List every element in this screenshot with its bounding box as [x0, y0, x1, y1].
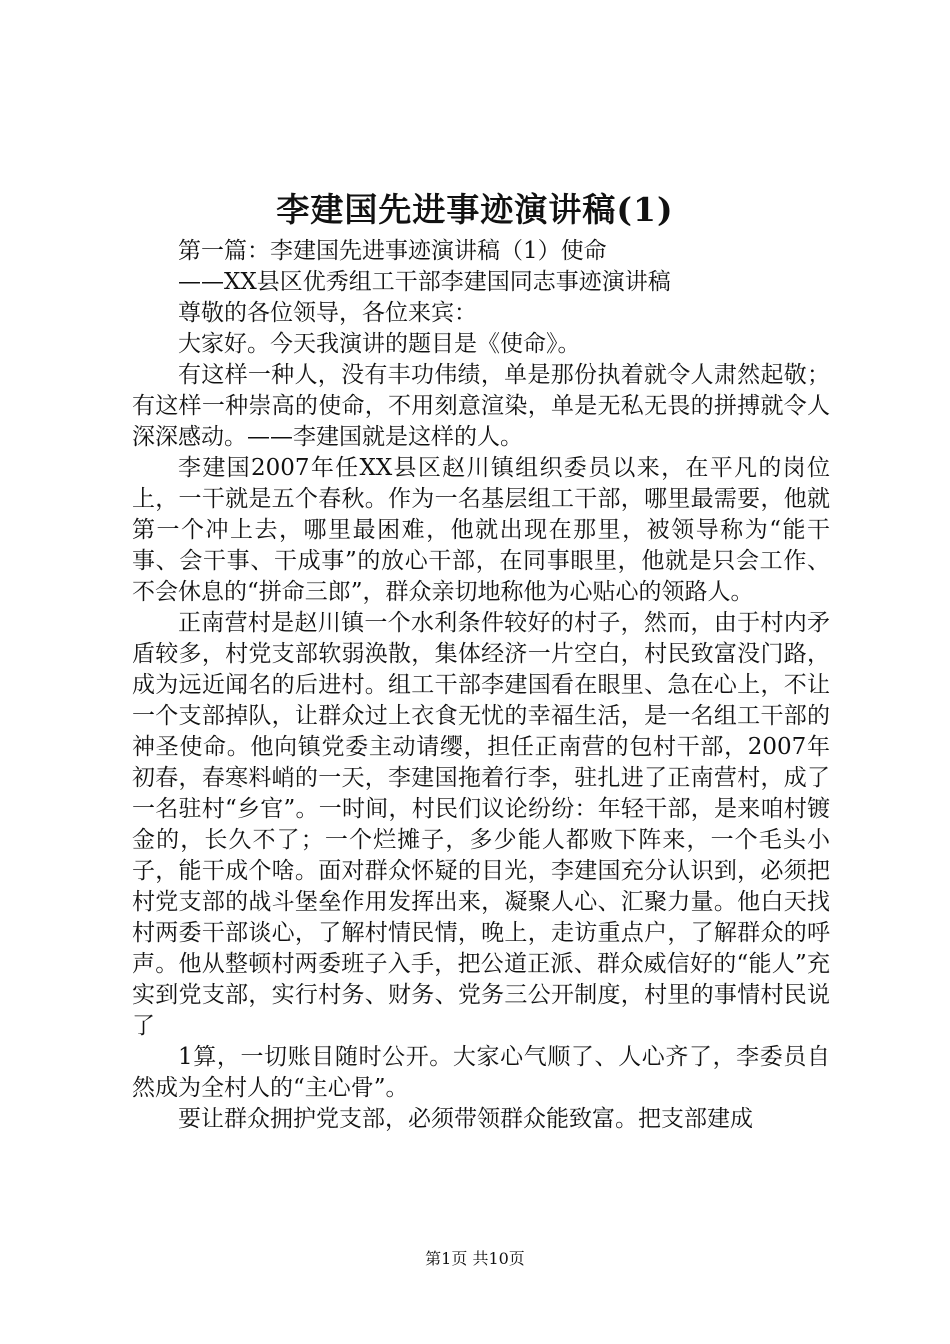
body-paragraph: 有这样一种人，没有丰功伟绩，单是那份执着就令人肃然起敬；有这样一种崇高的使命，不用刻意渲染，单是无私无畏的拼搏就令人深深感动。——李建国就是这样的人。: [132, 362, 830, 450]
body-paragraph: 要让群众拥护党支部，必须带领群众能致富。把支部建成: [178, 1106, 753, 1132]
page-footer: 第1页 共10页: [425, 1249, 525, 1268]
body-paragraph: 1算，一切账目随时公开。大家心气顺了、人心齐了，李委员自然成为全村人的“主心骨”。: [132, 1044, 830, 1101]
heading-line: 第一篇：李建国先进事迹演讲稿（1）使命: [178, 238, 607, 264]
salutation-line: 尊敬的各位领导，各位来宾：: [178, 300, 477, 326]
subheading-line: ——XX县区优秀组工干部李建国同志事迹演讲稿: [178, 269, 671, 295]
greeting-line: 大家好。今天我演讲的题目是《使命》。: [178, 331, 581, 357]
body-paragraph: 李建国2007年任XX县区赵川镇组织委员以来，在平凡的岗位上，一干就是五个春秋。作为一名基层组工干部，哪里最需要，他就第一个冲上去，哪里最困难，他就出现在那里，被领导称为“能干事、会干事、干成事”的放心干部，在同事眼里，他就是只会工作、不会休息的“拼命三郎”，群众亲切地称他为心贴心的领路人。: [132, 455, 830, 605]
document-body: [132, 236, 830, 1135]
body-paragraph: 正南营村是赵川镇一个水利条件较好的村子，然而，由于村内矛盾较多，村党支部软弱涣散，集体经济一片空白，村民致富没门路，成为远近闻名的后进村。组工干部李建国看在眼里、急在心上，不让一个支部掉队，让群众过上衣食无忧的幸福生活，是一名组工干部的神圣使命。他向镇党委主动请缨，担任正南营的包村干部，2007年初春，春寒料峭的一天，李建国拖着行李，驻扎进了正南营村，成了一名驻村“乡官”。一时间，村民们议论纷纷：年轻干部，是来咱村镀金的，长久不了；一个烂摊子，多少能人都败下阵来，一个毛头小子，能干成个啥。面对群众怀疑的目光，李建国充分认识到，必须把村党支部的战斗堡垒作用发挥出来，凝聚人心、汇聚力量。他白天找村两委干部谈心，了解村情民情，晚上，走访重点户，了解群众的呼声。他从整顿村两委班子入手，把公道正派、群众威信好的“能人”充实到党支部，实行村务、财务、党务三公开制度，村里的事情村民说了: [132, 610, 830, 1039]
document-title: 李建国先进事迹演讲稿(1): [276, 190, 674, 229]
